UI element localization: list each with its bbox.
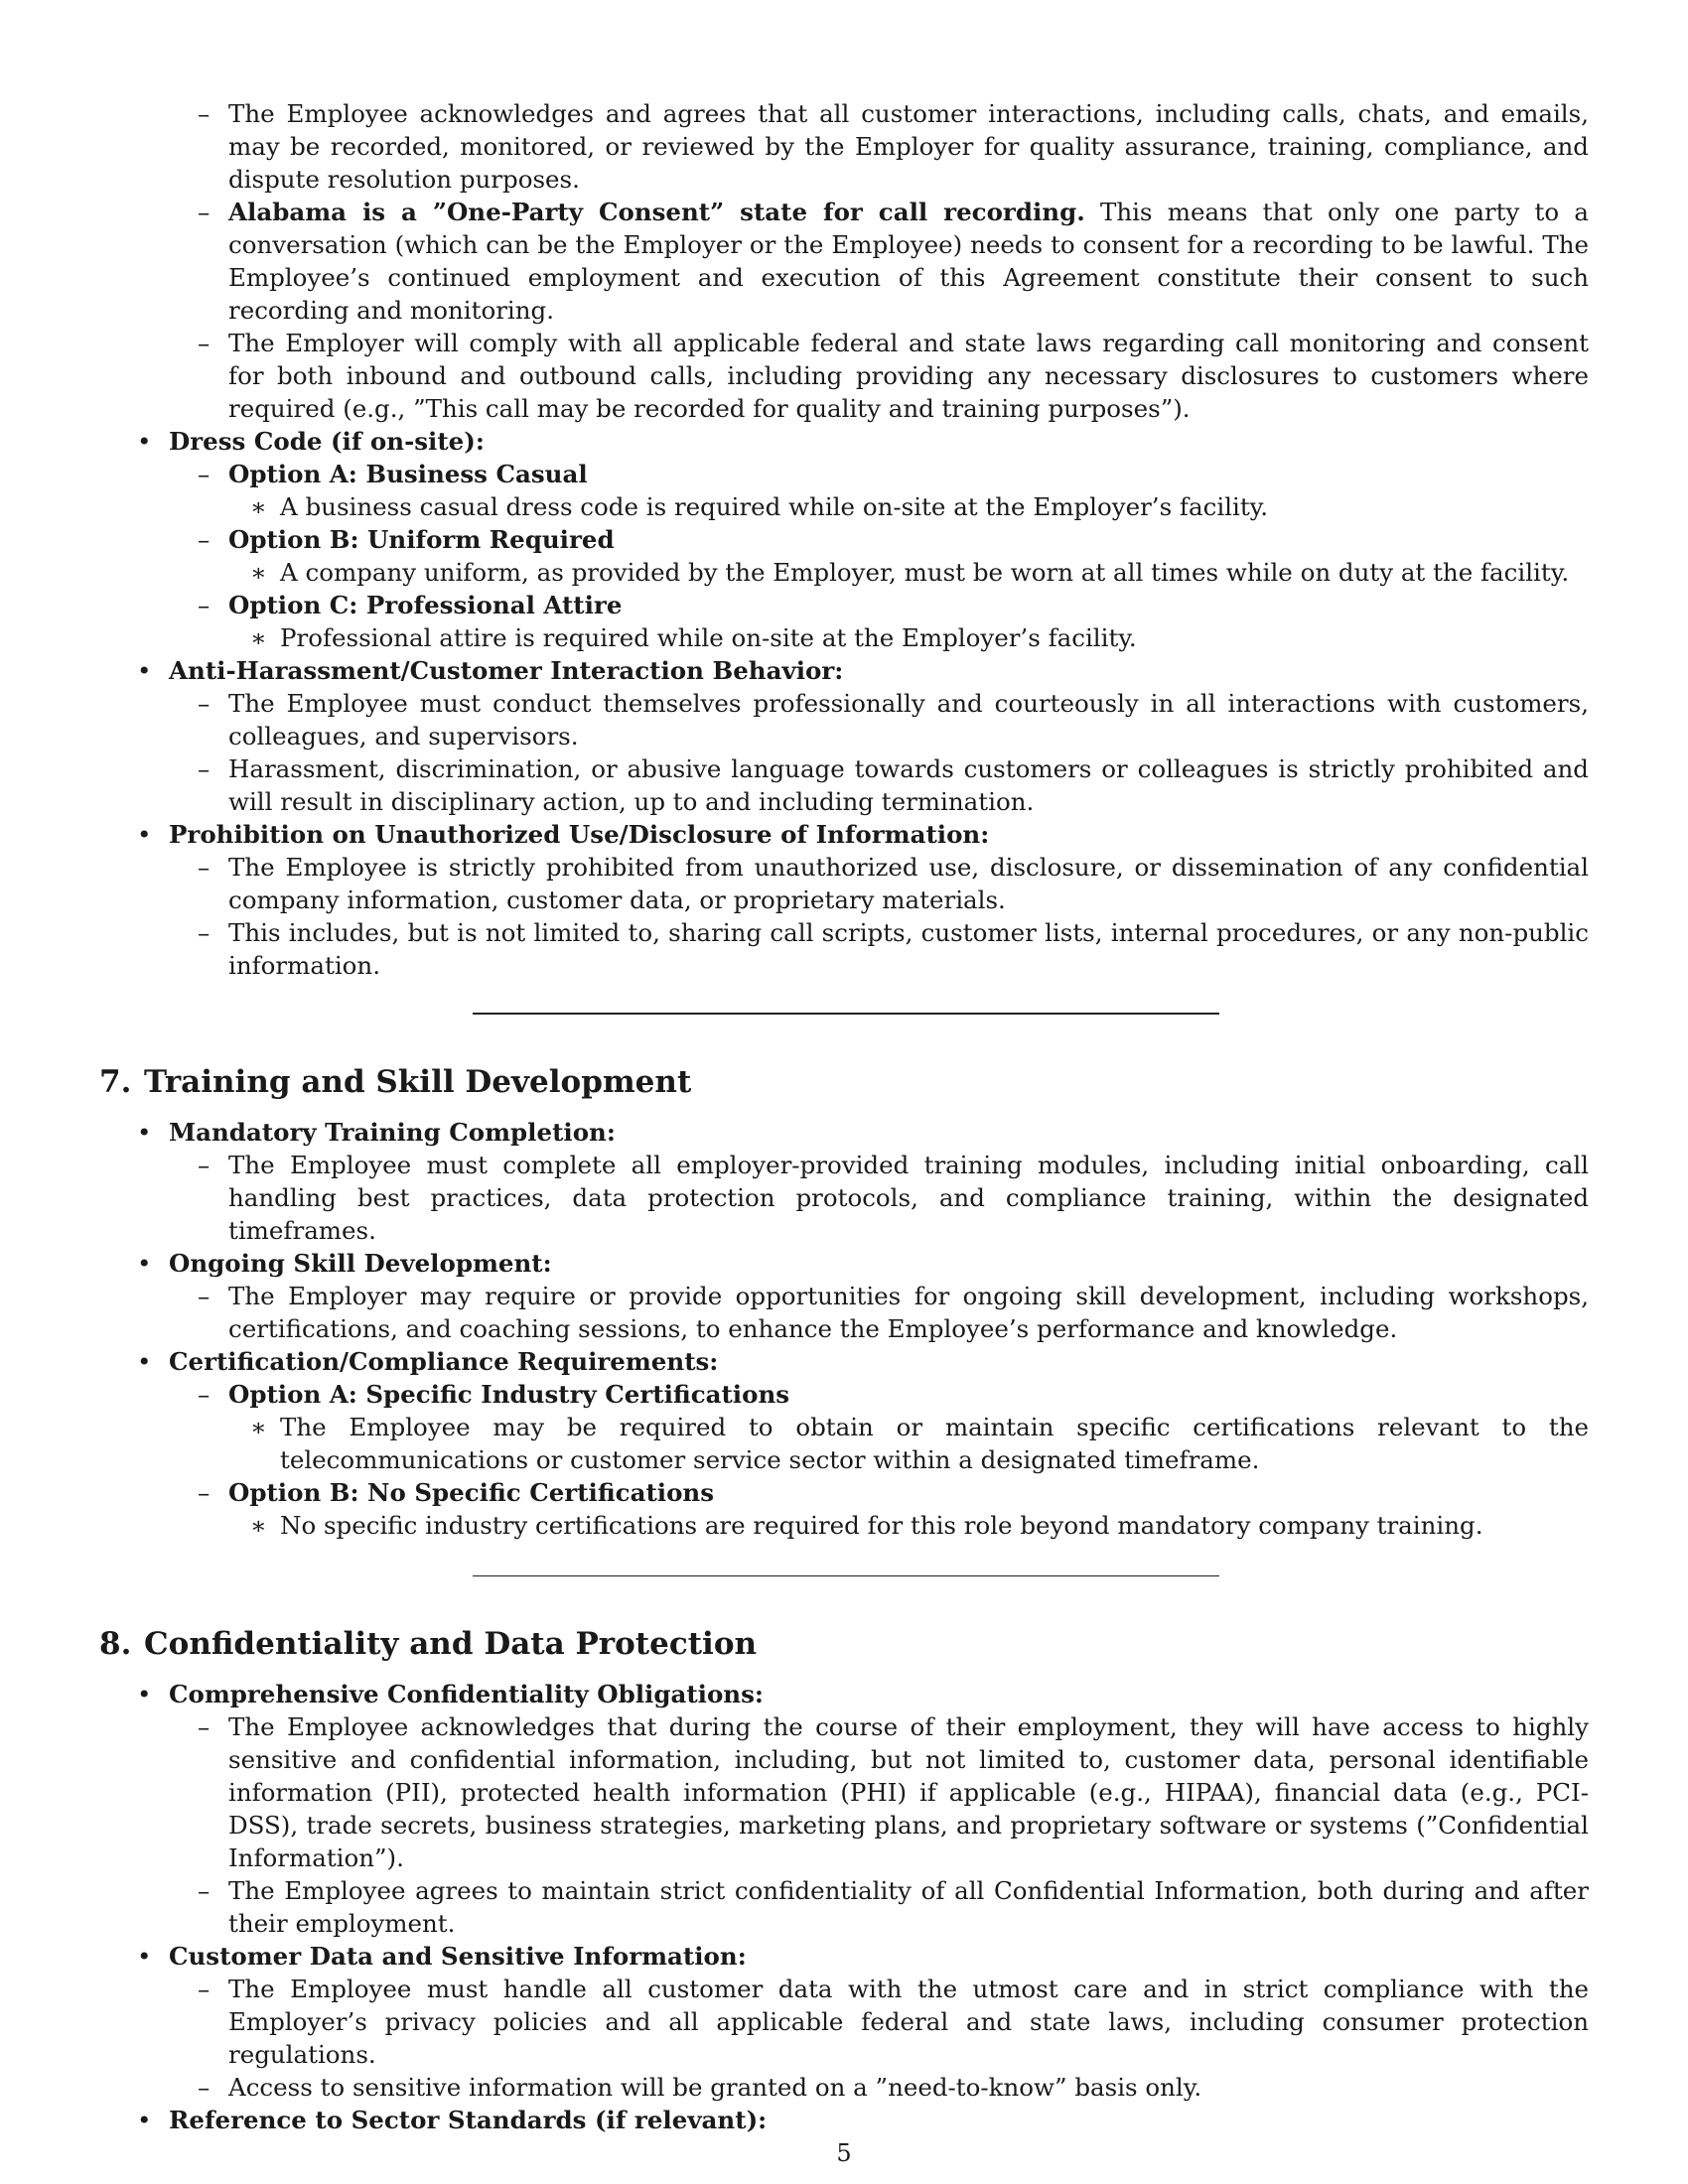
dash-marker: –	[198, 198, 211, 226]
section-title: Confidentiality and Data Protection	[144, 1626, 758, 1662]
dash-marker: –	[198, 689, 211, 718]
recording-list	[99, 97, 1589, 982]
dash-marker: –	[198, 460, 211, 488]
option-detail	[99, 556, 1589, 589]
dash-marker: –	[198, 1975, 211, 2003]
bullet-marker: •	[137, 1680, 152, 1708]
list-item	[99, 1973, 1589, 2071]
bullet-marker: •	[137, 1249, 152, 1278]
option-detail	[99, 621, 1589, 654]
option-title: Option A: Specific Industry Certifications	[228, 1380, 790, 1409]
list-item	[99, 196, 1589, 327]
ongoing-development-item	[99, 1247, 1589, 1280]
option-item	[99, 589, 1589, 621]
option-title: Option B: Uniform Required	[228, 525, 615, 554]
dash-marker: –	[198, 1712, 211, 1741]
section-number: 7.	[99, 1064, 132, 1100]
list-item	[99, 851, 1589, 916]
anti-harassment-item	[99, 654, 1589, 687]
anti-harassment-title: Anti-Harassment/Customer Interaction Behavior:	[169, 656, 844, 685]
star-marker: ∗	[250, 623, 267, 652]
list-item-text: The Employee acknowledges and agrees that all customer interactions, including calls, chats, and emails, may be recorded, monitored, or reviewed by the Employer for quality assurance, training, compliance, and dispute resolution purposes.	[228, 99, 1589, 194]
alabama-consent-heading: Alabama is a ”One-Party Consent” state for call recording.	[228, 198, 1085, 226]
dash-marker: –	[198, 2073, 211, 2102]
bullet-marker: •	[137, 1347, 152, 1376]
option-detail-text: A business casual dress code is required while on-site at the Employer’s facility.	[280, 492, 1269, 521]
section-divider	[473, 1013, 1219, 1015]
dress-code-item	[99, 425, 1589, 458]
list-item	[99, 1280, 1589, 1345]
star-marker: ∗	[250, 1511, 267, 1540]
section-8-heading	[99, 1624, 1589, 1664]
bullet-marker: •	[137, 1118, 152, 1147]
dash-marker: –	[198, 1478, 211, 1507]
list-item	[99, 97, 1589, 196]
list-item-text: The Employer may require or provide opportunities for ongoing skill development, including workshops, certifications, and coaching sessions, to enhance the Employee’s performance and knowledge.	[228, 1282, 1589, 1343]
list-item-text: The Employee must conduct themselves professionally and courteously in all interactions with customers, colleagues, and supervisors.	[228, 689, 1589, 751]
list-item	[99, 1149, 1589, 1247]
option-item	[99, 1378, 1589, 1411]
list-item-text: The Employee agrees to maintain strict confidentiality of all Confidential Information, both during and after their employment.	[228, 1876, 1589, 1938]
dash-marker: –	[198, 1876, 211, 1905]
star-marker: ∗	[250, 1413, 267, 1441]
star-marker: ∗	[250, 492, 267, 521]
list-item-text: The Employee must handle all customer data with the utmost care and in strict compliance with the Employer’s privacy policies and all applicable federal and state laws, including consumer protection regulations.	[228, 1975, 1589, 2069]
dash-marker: –	[198, 329, 211, 357]
dash-marker: –	[198, 525, 211, 554]
option-title: Option C: Professional Attire	[228, 591, 623, 619]
list-item	[99, 1710, 1589, 1874]
customer-data-title: Customer Data and Sensitive Information:	[169, 1942, 747, 1971]
sector-standards-item	[99, 2104, 1589, 2136]
list-item	[99, 327, 1589, 425]
customer-data-item	[99, 1940, 1589, 1973]
section-7-list	[99, 1116, 1589, 1542]
list-item-text: Access to sensitive information will be granted on a ”need-to-know” basis only.	[228, 2073, 1202, 2102]
dash-marker: –	[198, 918, 211, 947]
option-item	[99, 458, 1589, 490]
page-number: 5	[836, 2139, 852, 2167]
option-detail	[99, 490, 1589, 523]
section-divider	[473, 1575, 1219, 1576]
bullet-marker: •	[137, 1942, 152, 1971]
certification-item	[99, 1345, 1589, 1378]
confidentiality-title: Comprehensive Confidentiality Obligations:	[169, 1680, 764, 1708]
dash-marker: –	[198, 754, 211, 783]
option-item	[99, 523, 1589, 556]
mandatory-training-title: Mandatory Training Completion:	[169, 1118, 616, 1147]
section-7-heading	[99, 1062, 1589, 1102]
list-item-text: The Employee acknowledges that during the course of their employment, they will have access to highly sensitive and confidential information, including, but not limited to, customer data, personal identifiable information (PII), protected health information (PHI) if applicable (e.g., HIPAA), financial data (e.g., PCI-DSS), trade secrets, business strategies, marketing plans, and proprietary software or systems (”Confidential Information”).	[228, 1712, 1589, 1872]
dash-marker: –	[198, 99, 211, 128]
section-title: Training and Skill Development	[144, 1064, 692, 1100]
dash-marker: –	[198, 853, 211, 882]
option-detail	[99, 1411, 1589, 1476]
dash-marker: –	[198, 1380, 211, 1409]
bullet-marker: •	[137, 820, 152, 849]
list-item-text: Harassment, discrimination, or abusive language towards customers or colleagues is strictly prohibited and will result in disciplinary action, up to and including termination.	[228, 754, 1589, 816]
certification-title: Certification/Compliance Requirements:	[169, 1347, 719, 1376]
list-item-text: This includes, but is not limited to, sharing call scripts, customer lists, internal procedures, or any non-public information.	[228, 918, 1589, 980]
dash-marker: –	[198, 591, 211, 619]
page-content	[99, 97, 1589, 2136]
star-marker: ∗	[250, 558, 267, 587]
confidentiality-item	[99, 1678, 1589, 1710]
list-item	[99, 1874, 1589, 1940]
list-item-text: The Employee is strictly prohibited from unauthorized use, disclosure, or dissemination of any confidential company information, customer data, or proprietary materials.	[228, 853, 1589, 914]
list-item	[99, 687, 1589, 752]
ongoing-development-title: Ongoing Skill Development:	[169, 1249, 552, 1278]
prohibition-title: Prohibition on Unauthorized Use/Disclosure of Information:	[169, 820, 990, 849]
prohibition-item	[99, 818, 1589, 851]
sector-standards-title: Reference to Sector Standards (if relevant):	[169, 2106, 768, 2134]
list-item	[99, 916, 1589, 982]
option-detail	[99, 1509, 1589, 1542]
list-item	[99, 2071, 1589, 2104]
list-item	[99, 752, 1589, 818]
dash-marker: –	[198, 1282, 211, 1310]
option-detail-text: No specific industry certifications are required for this role beyond mandatory company training.	[280, 1511, 1483, 1540]
option-title: Option A: Business Casual	[228, 460, 588, 488]
alabama-consent-text: This means that only one party to a conversation (which can be the Employer or the Employee) needs to consent for a recording to be lawful. The Employee’s continued employment and execution of this Agreement constitute their consent to such recording and monitoring.	[228, 198, 1589, 325]
option-item	[99, 1476, 1589, 1509]
option-title: Option B: No Specific Certifications	[228, 1478, 715, 1507]
option-detail-text: The Employee may be required to obtain or maintain specific certifications relevant to the telecommunications or customer service sector within a designated timeframe.	[280, 1413, 1589, 1474]
bullet-marker: •	[137, 2106, 152, 2134]
dash-marker: –	[198, 1151, 211, 1179]
option-detail-text: Professional attire is required while on-site at the Employer’s facility.	[280, 623, 1137, 652]
section-8-list	[99, 1678, 1589, 2136]
section-number: 8.	[99, 1626, 132, 1662]
list-item-text: The Employee must complete all employer-provided training modules, including initial onboarding, call handling best practices, data protection protocols, and compliance training, within the designated timeframes.	[228, 1151, 1589, 1245]
dress-code-title: Dress Code (if on-site):	[169, 427, 485, 456]
bullet-marker: •	[137, 656, 152, 685]
option-detail-text: A company uniform, as provided by the Employer, must be worn at all times while on duty at the facility.	[280, 558, 1570, 587]
bullet-marker: •	[137, 427, 152, 456]
mandatory-training-item	[99, 1116, 1589, 1149]
list-item-text: The Employer will comply with all applicable federal and state laws regarding call monitoring and consent for both inbound and outbound calls, including providing any necessary disclosures to customers where required (e.g., ”This call may be recorded for quality and training purposes”).	[228, 329, 1589, 423]
